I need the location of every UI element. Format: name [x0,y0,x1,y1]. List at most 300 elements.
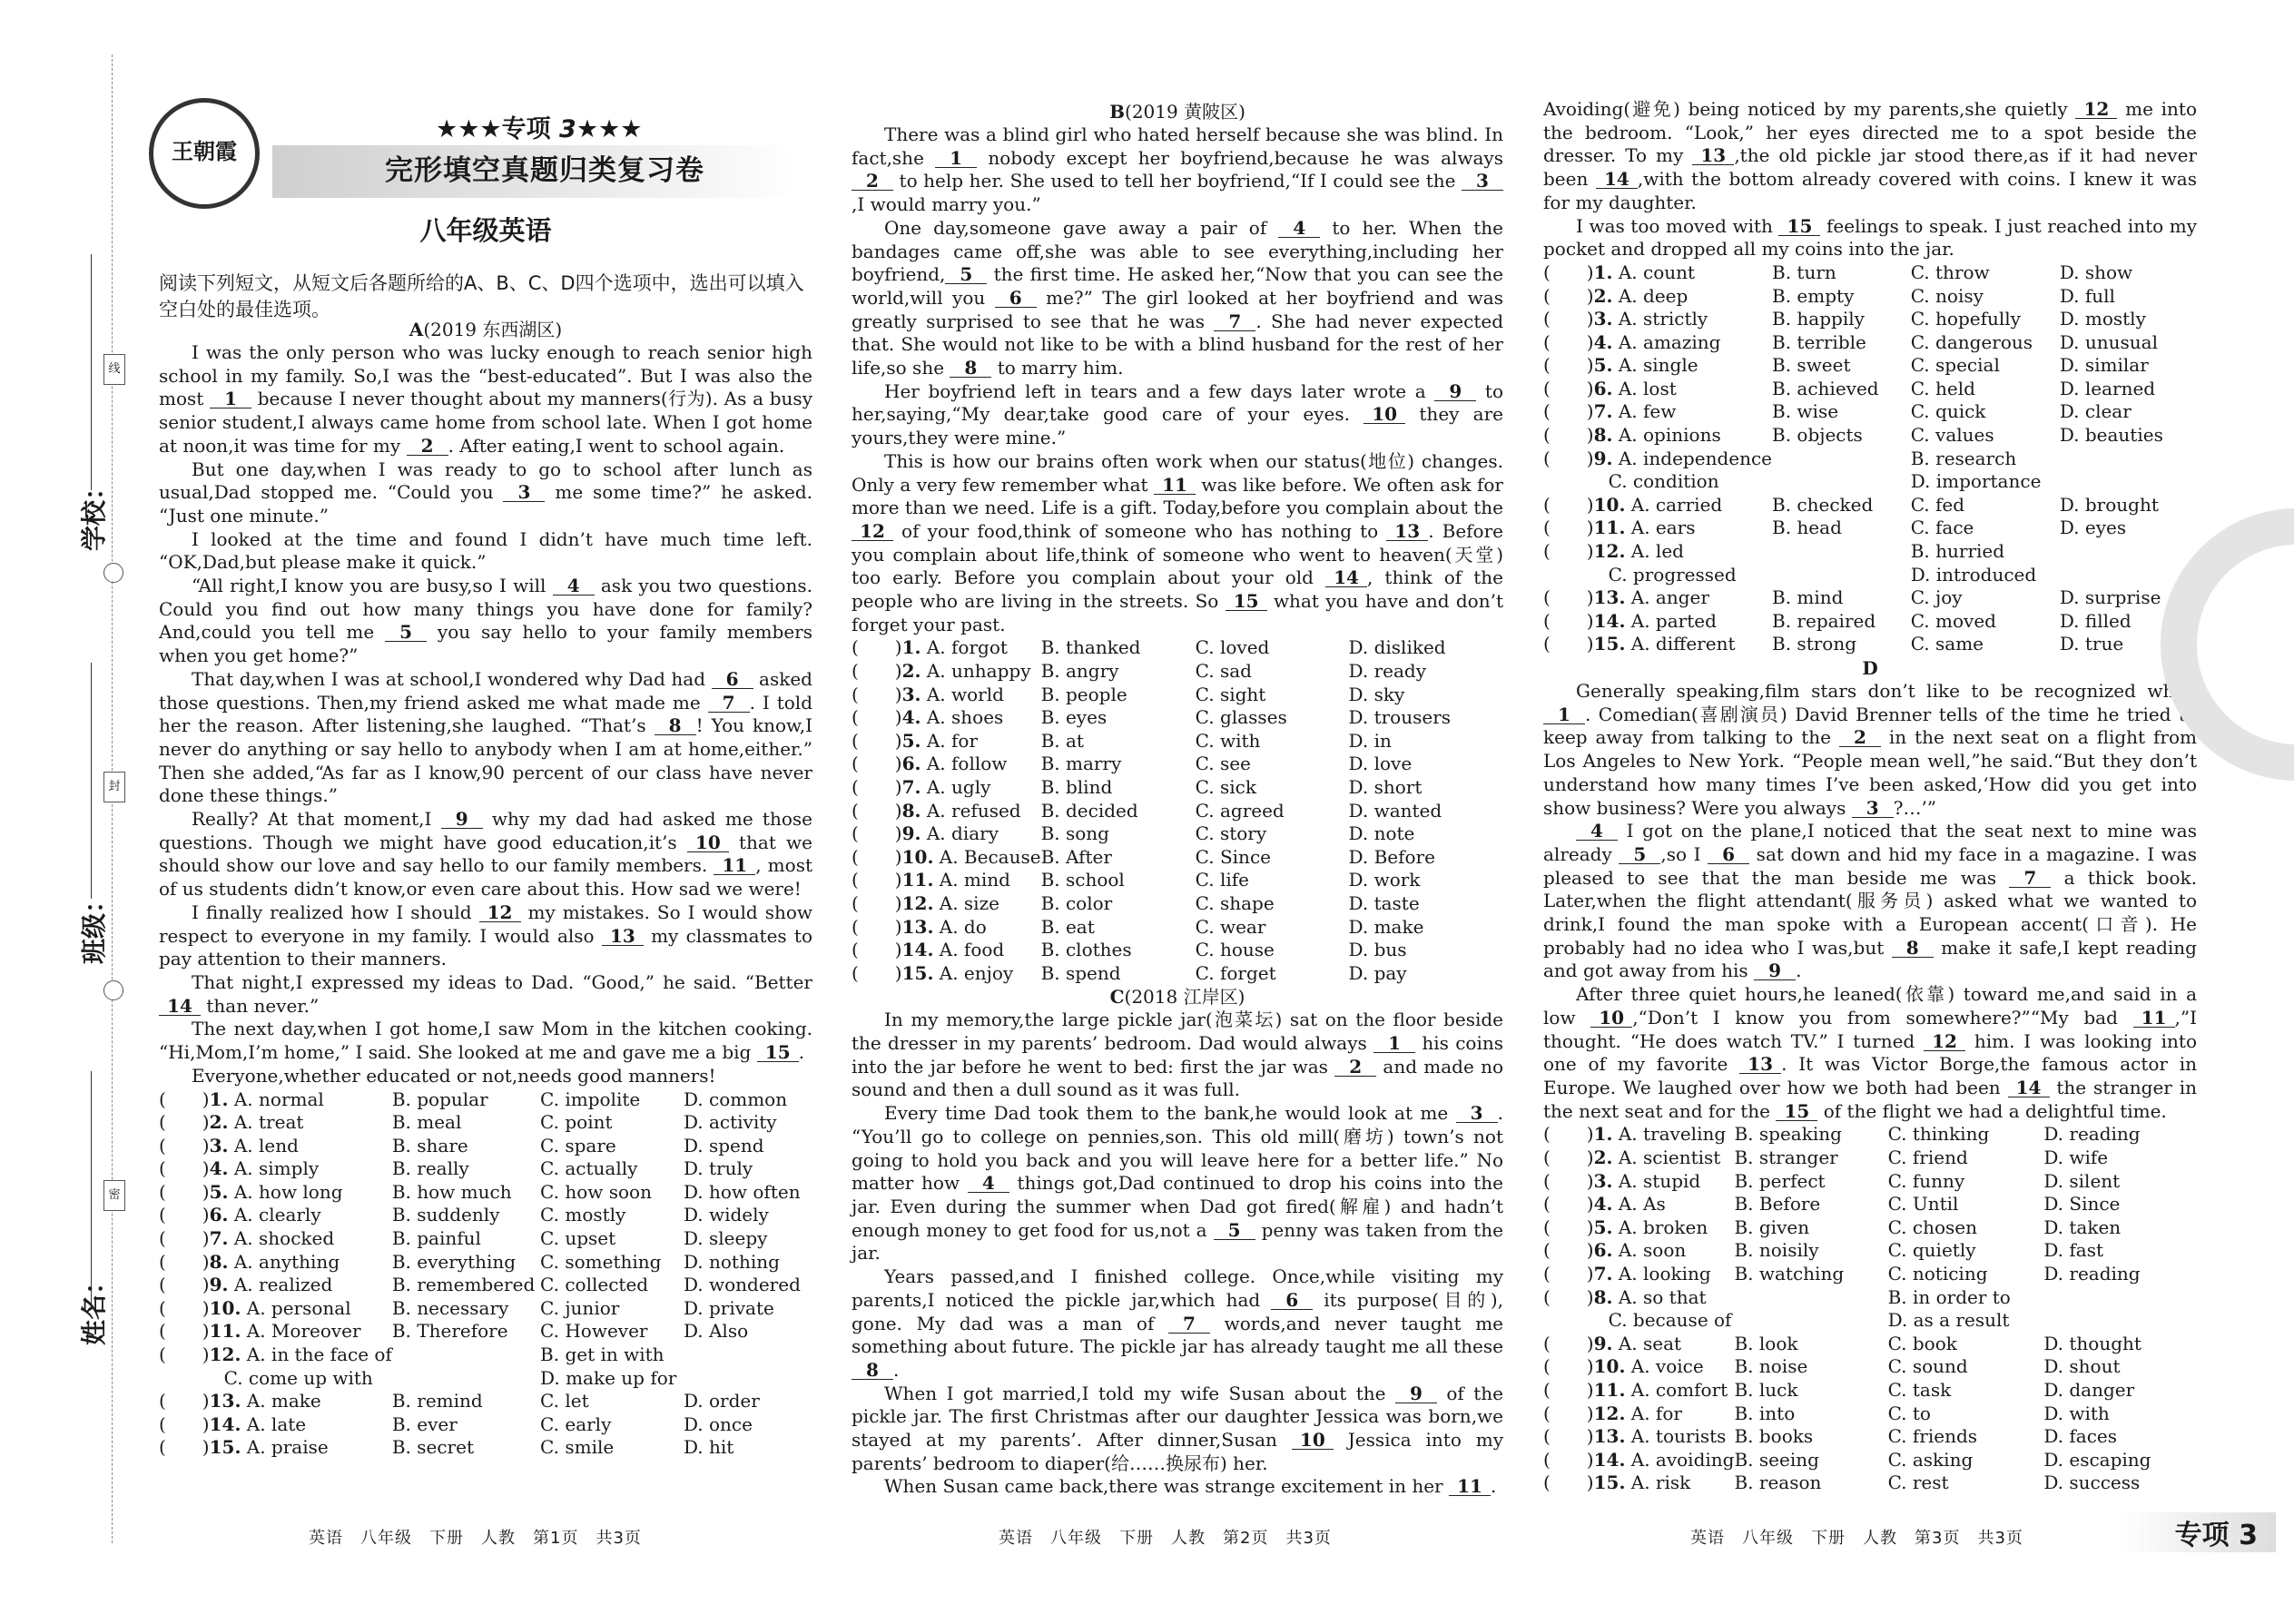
option-a: A. tourists [1625,1425,1727,1448]
option-a: A. unhappy [921,660,1031,683]
d-option: B. stranger [1734,1146,1838,1168]
a-blank-8: 8 [655,716,696,735]
c-answer-paren: ( ) [1543,424,1594,447]
option-a: A. how long [228,1180,343,1203]
seal-mark-line: 线 [103,354,125,385]
option-a: A. so that [1612,1285,1707,1308]
option-a: A. carried [1625,493,1723,516]
c-question-number [1594,448,1772,471]
a-option: B. remind [391,1390,483,1412]
a-blank-15: 15 [757,1043,799,1062]
b-text: to help her. She used to tell her boyfriend,“If I could see the [893,170,1462,192]
c-blank-14: 14 [1596,170,1638,189]
a-option: D. make up for [540,1366,677,1389]
a-text: my classmates to pay attention to their manners. [159,924,812,970]
b-option-row [852,636,1503,660]
b-option-row [852,916,1503,940]
d-question-number [1594,1216,1735,1240]
c-option [2060,448,2197,471]
c-question-number [1594,400,1772,424]
c-section-letter: C [1109,986,1125,1009]
c-option: C. special [1910,354,2000,377]
c-option: B. wise [1772,400,1839,423]
a-option-row [159,1320,812,1343]
a-paragraph [159,575,812,668]
b-answer-paren: ( ) [852,892,902,914]
d-question-number [1594,1147,1735,1170]
c-blank-8: 8 [852,1361,893,1380]
a-text: “All right,I know you are busy,so I will [192,575,553,597]
option-a: A. lost [1612,377,1677,399]
d-option: B. speaking [1734,1123,1842,1146]
d-option: C. quietly [1887,1239,1976,1262]
a-blank-9: 9 [441,810,483,829]
a-option-row [159,1343,812,1367]
c-question-number [1594,517,1772,540]
a-option: D. truly [683,1157,753,1180]
a-option: B. secret [391,1436,474,1459]
option-a: A. late [241,1412,307,1435]
d-blank-10: 10 [1590,1009,1632,1028]
b-blank-6: 6 [995,289,1037,308]
b-option: D. taste [1348,892,1420,914]
option-a: A. treat [228,1111,304,1134]
question-number-text: 10. [1593,493,1626,516]
b-options-table [852,636,1503,985]
option-a: A. avoiding [1625,1448,1735,1471]
b-answer-paren: ( ) [852,776,902,799]
b-option-row [852,776,1503,800]
b-text: what you have and don’t forget your past. [852,590,1503,635]
a-option-row [159,1436,812,1460]
c-text: of the pickle jar. The first Christmas after our daughter Jessica was born,we stayed at my parents’. After dinner,Susan [852,1382,1503,1452]
a-answer-paren: ( ) [159,1134,210,1156]
d-text: a thick book. Later,when the flight attendant(服务员) asked what we wanted to drink,I found the man spoke with a European accent(口音). He probably had no idea who I was,but [1543,866,2197,959]
b-option: D. sky [1348,683,1405,705]
d-option: B. watching [1734,1262,1845,1284]
d-option-row [1543,1449,2197,1472]
c-option: C. hopefully [1910,308,2021,330]
option-a: C. progressed [1608,563,1737,586]
c-text: words,and never taught me something about future. The pickle jar has already taught me all these [852,1312,1503,1358]
a-text: That night,I expressed my ideas to Dad. “Good,” he said. “Better [192,970,812,993]
a-answer-paren [159,1367,210,1391]
option-a: A. shocked [228,1227,335,1250]
b-option: B. song [1040,822,1109,845]
a-option: C. However [540,1320,648,1343]
a-option: B. how much [391,1180,512,1203]
a-option: D. private [683,1296,774,1319]
option-a: A. refused [921,799,1021,822]
c-blank-10: 10 [1292,1431,1334,1450]
b-paragraph [852,450,1503,637]
a-option: B. meal [391,1111,462,1134]
a-blank-5: 5 [385,623,427,642]
c-text: When Susan came back,there was strange excitement in her [884,1475,1449,1498]
b-option-row [852,846,1503,870]
b-option: D. bus [1348,939,1407,961]
option-a: A. voice [1625,1355,1704,1378]
option-a: C. come up with [223,1366,373,1389]
c-option: D. similar [2059,354,2149,377]
b-option: C. with [1195,729,1261,752]
question-number-text: 4. [1593,330,1613,353]
d-option: D. escaping [2043,1448,2151,1471]
c-answer-paren [1543,564,1594,587]
a-answer-paren: ( ) [159,1204,210,1226]
d-question-number [1594,1309,1735,1333]
c-option [2060,470,2197,494]
c-answer-paren: ( ) [1543,284,1594,307]
c-option: B. achieved [1772,377,1879,399]
b-text: to her. When the bandages came off,she was able to see everything,including her boyfriend, [852,216,1503,286]
c-option: B. mind [1772,586,1844,609]
c-option-row [1543,470,2197,494]
c-blank-4: 4 [968,1174,1009,1193]
c-blank-15: 15 [1778,217,1820,236]
d-question-number [1594,1355,1735,1379]
a-answer-paren: ( ) [159,1111,210,1134]
a-answer-paren: ( ) [159,1157,210,1180]
b-section-letter: B [1109,101,1126,123]
a-option: B. Therefore [391,1320,508,1343]
d-option: C. to [1887,1402,1931,1424]
a-option: C. upset [540,1227,616,1250]
b-option: C. forget [1195,961,1276,984]
c-text: penny was taken from the jar. [852,1218,1504,1265]
b-answer-paren: ( ) [852,729,902,752]
option-a: A. size [933,892,999,914]
b-answer-paren: ( ) [852,799,902,822]
c-option: C. values [1910,424,1994,447]
special-stars: ★★★ [576,115,643,143]
a-question-number [210,1251,392,1275]
b-question-number [902,753,1041,776]
option-a: A. clearly [228,1204,321,1226]
a-text: The next day,when I got home,I saw Mom in the kitchen cooking. “Hi,Mom,I’m home,” I said. She looked at me and gave me a big [159,1018,812,1064]
b-answer-paren: ( ) [852,869,902,891]
special-number: 3 [559,115,576,143]
a-option: B. get in with [540,1343,665,1366]
a-option: D. Also [683,1320,749,1343]
a-option: C. something [540,1250,662,1273]
c-option-row [1543,308,2197,331]
b-answer-paren: ( ) [852,636,902,659]
d-text: . It was Victor Borge,the famous actor in Europe. We laughed over how we both had been [1543,1053,2198,1098]
question-number-text: 9. [901,822,921,845]
d-text: him. I was looking into one of my favorite [1543,1029,2197,1076]
a-text: Really? At that moment,I [192,808,441,831]
option-a: A. normal [228,1088,324,1110]
d-option-row [1543,1333,2197,1356]
c-blank-1: 1 [1373,1034,1415,1053]
a-section-source: (2019 东西湖区) [423,319,563,340]
c-option [1772,564,1911,587]
b-option: C. Since [1195,845,1271,868]
d-answer-paren: ( ) [1543,1123,1594,1146]
b-blank-15: 15 [1226,592,1267,611]
b-blank-13: 13 [1386,522,1428,541]
b-answer-paren: ( ) [852,915,902,938]
a-blank-12: 12 [479,903,521,922]
b-answer-paren: ( ) [852,939,902,961]
a-answer-paren: ( ) [159,1343,210,1366]
c-option: D. clear [2059,400,2132,423]
d-option: D. reading [2043,1123,2141,1146]
c-question-number [1594,610,1772,634]
a-paragraph [159,971,812,1018]
question-number-text: 14. [209,1412,241,1435]
c-text: Every time Dad took them to the bank,he would look at me [884,1102,1456,1125]
a-text: asked those questions. Then,my friend asked me what made me [159,667,812,714]
d-option: D. faces [2043,1425,2118,1448]
d-option: D. wife [2043,1146,2109,1168]
d-question-number [1594,1425,1735,1449]
b-answer-paren: ( ) [852,660,902,683]
b-text: was like before. We often ask for more than we need. Life is a gift. Today,before you complain about the [852,473,1503,519]
question-number-text: 5. [901,729,921,752]
b-option: B. thanked [1040,636,1141,659]
option-a: A. scientist [1612,1146,1721,1168]
school-label: 学校： [79,474,110,552]
b-option: D. pay [1348,961,1407,984]
a-blank-6: 6 [712,670,753,689]
b-question-number [902,939,1041,962]
d-question-number [1594,1286,1735,1310]
c-text: In my memory,the large pickle jar(泡菜坛) sat on the floor beside the dresser in my parents’ bedroom. Dad would always [852,1009,1503,1055]
question-number-text: 2. [901,660,921,683]
a-text: my mistakes. So I would show respect to everyone in my family. I would also [159,901,812,947]
d-option [2043,1309,2197,1333]
d-option: D. as a result [1887,1309,2010,1332]
option-a: A. different [1625,633,1736,655]
c-question-number [1594,354,1772,378]
c-text: I was too moved with [1576,214,1779,237]
question-number-text: 5. [1593,1216,1613,1238]
a-option-row [159,1297,812,1321]
c-answer-paren: ( ) [1543,540,1594,563]
d-option: B. books [1734,1425,1814,1448]
c-answer-paren: ( ) [1543,308,1594,330]
d-option: B. given [1734,1216,1810,1238]
b-option: D. wanted [1348,799,1442,822]
a-option: D. how often [683,1180,801,1203]
c-option: C. quick [1910,400,1986,423]
b-option: D. love [1348,753,1413,775]
c-blank-12: 12 [2075,100,2117,119]
c-paragraph [852,1475,1503,1499]
instructions: 阅读下列短文，从短文后各题所给的A、B、C、D四个选项中，选出可以填入空白处的最佳选项。 [159,272,804,320]
d-blank-15: 15 [1776,1102,1817,1121]
option-a: A. enjoy [933,961,1014,984]
a-option: C. spare [540,1134,616,1156]
d-option-row [1543,1263,2197,1286]
c-option: C. moved [1910,609,1996,632]
question-number-text: 8. [209,1250,229,1273]
d-option-row [1543,1193,2197,1216]
c-option-row [1543,633,2197,656]
c-option: D. learned [2059,377,2156,399]
question-number-text: 14. [1593,609,1626,632]
d-question-number [1594,1471,1735,1495]
d-option: D. reading [2043,1262,2141,1284]
a-text: than never.” [201,994,320,1017]
d-section-letter: D [1862,657,1878,680]
d-option: C. friend [1887,1146,1968,1168]
c-options-table [1543,261,2197,656]
option-a: A. few [1612,400,1677,423]
option-a: A. diary [921,822,999,845]
d-text: make it safe,I kept reading and got away from his [1543,936,2197,982]
d-text: of the flight we had a delightful time. [1817,1099,2167,1122]
d-text: ,so I [1660,842,1708,865]
d-answer-paren [1543,1309,1594,1333]
a-question-number [210,1367,392,1391]
b-option: B. eyes [1040,706,1108,729]
question-number-text: 12. [1593,1402,1626,1424]
c-text: Jessica into my parents’ bedroom to diaper(给……换尿布) her. [852,1429,1504,1474]
b-text: the first time. He asked her,“Now that you can see the world,will you [852,263,1503,309]
a-blank-13: 13 [602,927,644,946]
b-paragraph [852,217,1503,380]
c-option-row [1543,540,2197,564]
a-option: C. collected [540,1274,649,1296]
c-text: . “You’ll go to college on pennies,son. This old mill(磨坊) town’s not going to hold you back and you will leave here for a better life.” No matter how [852,1102,1503,1195]
option-a: A. make [241,1390,321,1412]
c-blank-11: 11 [1449,1477,1491,1496]
a-question-number [210,1111,392,1135]
b-option: C. house [1195,939,1275,961]
a-answer-paren: ( ) [159,1227,210,1250]
d-question-number [1594,1263,1735,1286]
a-blank-10: 10 [687,833,729,852]
a-option: D. order [683,1390,760,1412]
footer-badge: 专项 3 [2121,1512,2276,1552]
c-paragraph [852,1383,1503,1476]
d-option-row [1543,1425,2197,1449]
d-option-row [1543,1355,2197,1379]
b-text: This is how our brains often work when our status(地位) changes. Only a very few remember what [852,449,1503,496]
d-blank-1: 1 [1543,705,1585,724]
c-option-row [1543,424,2197,448]
option-a: A. mind [933,869,1010,891]
b-text: There was a blind girl who hated herself because she was blind. In fact,she [852,123,1503,169]
b-question-number [902,776,1041,800]
d-text: . [1796,960,1802,982]
question-number-text: 15. [1593,1471,1626,1494]
b-question-number [902,800,1041,823]
d-text: the stranger in the next seat and for the [1543,1076,2197,1122]
a-option: B. painful [391,1227,481,1250]
question-number-text: 15. [209,1436,241,1459]
question-number-text: 1. [901,636,921,659]
b-option: D. Before [1348,845,1435,868]
b-option-row [852,730,1503,753]
b-answer-paren: ( ) [852,845,902,868]
b-option-row [852,706,1503,730]
question-number-text: 7. [901,776,921,799]
name-label: 姓名： [79,1268,110,1346]
c-option-row [1543,331,2197,355]
d-text: I got on the plane,I noticed that the seat next to mine was already [1543,820,2197,865]
a-paragraph [159,528,812,575]
option-a: A. praise [241,1436,329,1459]
footer-page-3: 英语 八年级 下册 人教 第3页 共3页 [1690,1529,2023,1548]
question-number-text: 3. [1593,1169,1613,1192]
a-question-number [210,1413,392,1437]
a-blank-14: 14 [159,997,201,1016]
a-answer-paren: ( ) [159,1436,210,1459]
a-blank-11: 11 [714,856,755,875]
a-option [684,1367,812,1391]
a-option: D. hit [683,1436,734,1459]
d-option: B. luck [1734,1378,1798,1401]
c-paragraph [1543,215,2197,261]
d-blank-4: 4 [1576,822,1618,841]
b-option: C. sick [1195,776,1256,799]
d-option: C. funny [1887,1169,1965,1192]
column-1 [159,0,812,1624]
b-question-number [902,962,1041,986]
option-a: A. opinions [1612,424,1721,447]
option-a: A. strictly [1612,308,1708,330]
a-text: But one day,when I was ready to go to school after lunch as usual,Dad stopped me. “Could you [159,458,812,504]
b-option: B. school [1040,869,1125,891]
option-a: A. realized [228,1274,333,1296]
a-option: D. sleepy [683,1227,768,1250]
b-option-row [852,753,1503,776]
b-option: C. loved [1195,636,1270,659]
c-option-row [1543,494,2197,517]
question-number-text: 15. [901,961,934,984]
a-text: you say hello to your family members when you get home?” [159,621,812,667]
d-question-number [1594,1379,1735,1403]
option-a: A. single [1612,354,1698,377]
logo-text: 王朝霞 [172,138,237,164]
c-answer-paren: ( ) [1543,517,1594,539]
c-answer-paren: ( ) [1543,330,1594,353]
c-paragraph [852,1265,1503,1383]
b-option: C. sad [1195,660,1252,683]
c-answer-paren [1543,470,1594,494]
d-option: D. danger [2043,1378,2135,1401]
a-question-number [210,1204,392,1227]
a-text: . I told her the reason. After listening,she laughed. “That’s [159,691,812,737]
a-option: C. let [540,1390,589,1412]
a-paragraph [159,668,812,808]
option-a: A. anger [1625,586,1709,609]
a-option-row [159,1227,812,1251]
option-a: A. lend [228,1134,299,1156]
d-text: ,“Don’t I know you from somewhere?”“My bad [1632,1006,2133,1029]
d-option: D. with [2043,1402,2110,1424]
question-number-text: 6. [209,1204,229,1226]
question-number-text: 2. [209,1111,229,1134]
b-text: nobody except her boyfriend,because he was always [977,146,1503,169]
a-blank-1: 1 [210,389,251,408]
d-answer-paren: ( ) [1543,1146,1594,1168]
d-answer-paren: ( ) [1543,1355,1594,1378]
a-options-table [159,1088,812,1461]
b-option: C. agreed [1195,799,1285,822]
option-a: A. As [1612,1193,1666,1216]
question-number-text: 6. [901,753,921,775]
a-option-row [159,1251,812,1275]
page-title: 完形填空真题归类复习卷 [385,154,704,187]
d-blank-6: 6 [1708,845,1749,864]
question-number-text: 10. [209,1296,241,1319]
c-paragraph [852,1102,1503,1265]
